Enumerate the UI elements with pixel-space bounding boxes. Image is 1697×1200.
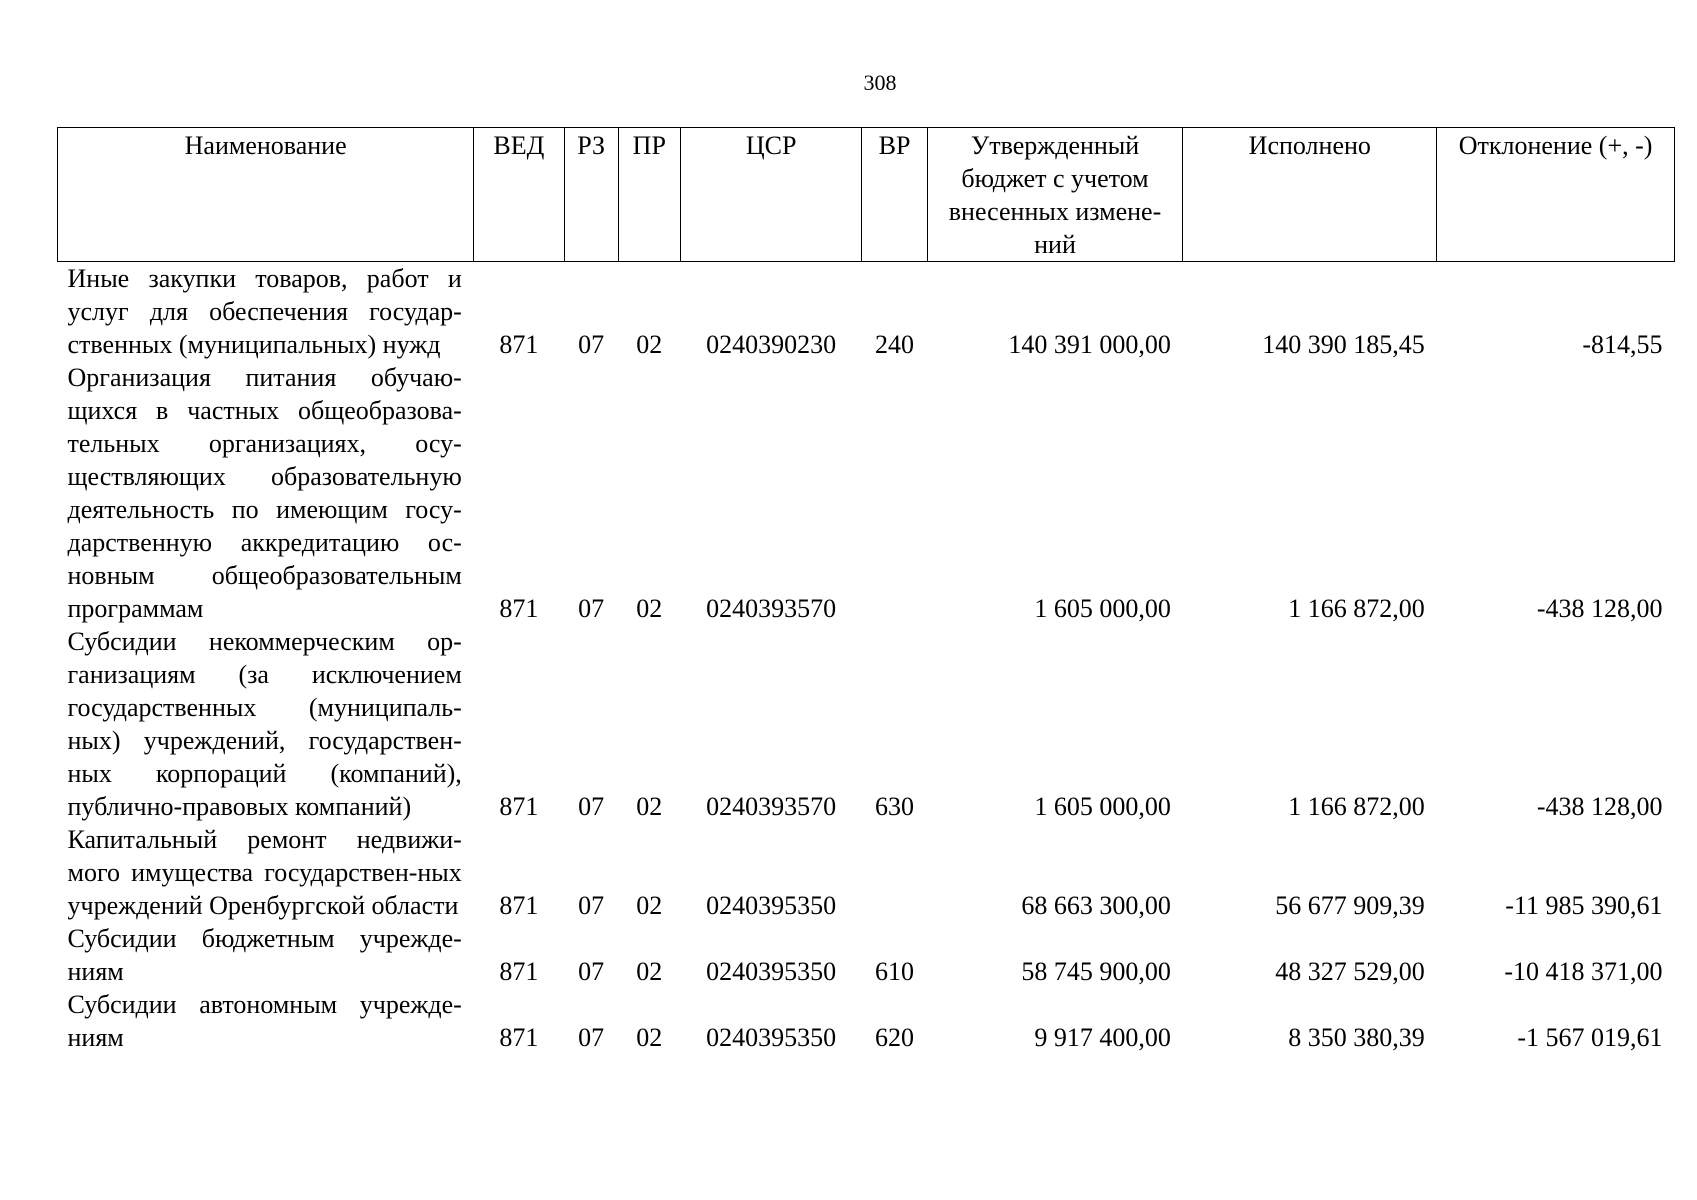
- row-rz: 07: [578, 957, 605, 986]
- row-executed: 56 677 909,39: [1275, 891, 1425, 920]
- row-ved: 871: [499, 792, 539, 821]
- row-rz: 07: [578, 891, 605, 920]
- row-rz: 07: [578, 792, 605, 821]
- row-ved: 871: [499, 891, 539, 920]
- row-csr: 0240395350: [706, 1023, 837, 1052]
- row-deviation: -1 567 019,61: [1517, 1023, 1663, 1052]
- header-vr: ВР: [862, 128, 927, 262]
- row-csr: 0240390230: [706, 330, 837, 359]
- row-ved: 871: [499, 594, 539, 623]
- row-ved: 871: [499, 330, 539, 359]
- row-rz: 07: [578, 1023, 605, 1052]
- row-approved: 1 605 000,00: [1034, 792, 1171, 821]
- row-executed: 1 166 872,00: [1288, 594, 1425, 623]
- header-ved: ВЕД: [474, 128, 564, 262]
- row-vr: [862, 823, 927, 922]
- row-vr: 630: [875, 792, 915, 821]
- page-number: 308: [863, 70, 897, 95]
- row-executed: 48 327 529,00: [1275, 957, 1425, 986]
- header-executed: Исполнено: [1183, 128, 1437, 262]
- row-name: Субсидии бюджетным учрежде-ниям: [67, 924, 462, 986]
- row-deviation: -10 418 371,00: [1504, 957, 1663, 986]
- row-deviation: -11 985 390,61: [1505, 891, 1663, 920]
- row-rz: 07: [578, 330, 605, 359]
- row-vr: 620: [875, 1023, 915, 1052]
- row-approved: 1 605 000,00: [1034, 594, 1171, 623]
- table-row: [58, 361, 1675, 625]
- row-csr: 0240395350: [706, 957, 837, 986]
- row-csr: 0240393570: [706, 792, 837, 821]
- row-approved: 140 391 000,00: [1008, 330, 1171, 359]
- row-pr: 02: [636, 330, 663, 359]
- row-name: Иные закупки товаров, работ и услуг для обеспечения государ-ственных (муниципальных) нужд: [67, 264, 462, 359]
- budget-table: [57, 127, 1675, 1054]
- row-rz: 07: [578, 594, 605, 623]
- row-deviation: -814,55: [1582, 330, 1663, 359]
- header-name: Наименование: [58, 128, 474, 262]
- row-csr: 0240393570: [706, 594, 837, 623]
- table-body: [58, 262, 1675, 1055]
- row-deviation: -438 128,00: [1536, 792, 1663, 821]
- row-executed: 1 166 872,00: [1288, 792, 1425, 821]
- row-approved: 9 917 400,00: [1034, 1023, 1171, 1052]
- row-pr: 02: [636, 1023, 663, 1052]
- row-name: Организация питания обучаю-щихся в частных общеобразова-тельных организациях, осу-ществляющих образовательную деятельность по имеющим госу-дарственную аккредитацию ос-новным общеобразовательным программам: [67, 363, 462, 623]
- header-rz: РЗ: [564, 128, 618, 262]
- row-pr: 02: [636, 957, 663, 986]
- header-approved-budget: Утвержденный бюджет с учетом внесенных измене-ний: [927, 128, 1183, 262]
- table-header: [58, 128, 1675, 262]
- row-executed: 140 390 185,45: [1262, 330, 1425, 359]
- row-name: Капитальный ремонт недвижи-мого имущества государствен-ных учреждений Оренбургской области: [67, 825, 462, 920]
- row-executed: 8 350 380,39: [1288, 1023, 1425, 1052]
- row-pr: 02: [636, 594, 663, 623]
- row-name: Субсидии некоммерческим ор-ганизациям (за исключением государственных (муниципаль-ных) учреждений, государствен-ных корпораций (компаний), публично-правовых компаний): [67, 627, 462, 821]
- row-pr: 02: [636, 891, 663, 920]
- table-row: [58, 922, 1675, 988]
- row-approved: 58 745 900,00: [1021, 957, 1171, 986]
- header-csr: ЦСР: [680, 128, 862, 262]
- row-name: Субсидии автономным учрежде-ниям: [67, 990, 462, 1052]
- table-row: [58, 823, 1675, 922]
- row-vr: 610: [875, 957, 915, 986]
- header-pr: ПР: [618, 128, 680, 262]
- row-pr: 02: [636, 792, 663, 821]
- row-vr: [862, 361, 927, 625]
- table-row: [58, 625, 1675, 823]
- header-deviation: Отклонение (+, -): [1437, 128, 1675, 262]
- row-vr: 240: [875, 330, 915, 359]
- row-csr: 0240395350: [706, 891, 837, 920]
- row-ved: 871: [499, 1023, 539, 1052]
- row-approved: 68 663 300,00: [1021, 891, 1171, 920]
- row-ved: 871: [499, 957, 539, 986]
- table-row: [58, 988, 1675, 1054]
- row-deviation: -438 128,00: [1536, 594, 1663, 623]
- table-row: [58, 262, 1675, 362]
